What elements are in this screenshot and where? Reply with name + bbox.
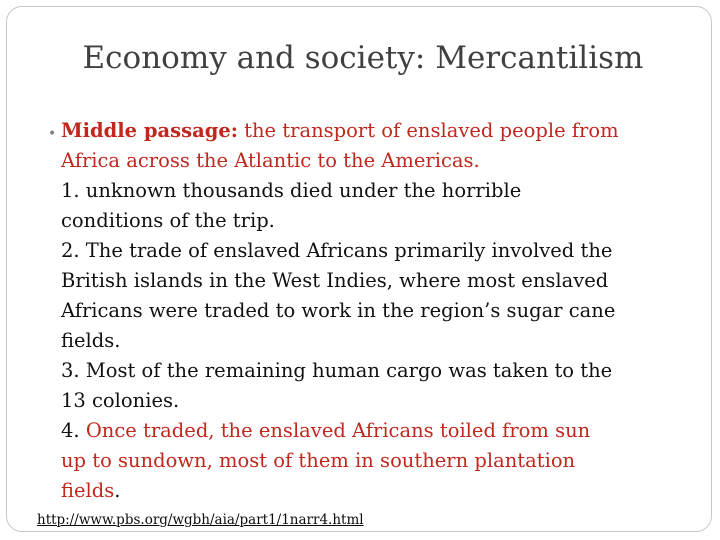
point-4-text-1: Once traded, the enslaved Africans toiled from sun (85, 419, 591, 442)
definition-text-1: the transport of enslaved people from (237, 119, 619, 142)
bullet-marker: • (48, 126, 57, 142)
point-3-line-2: 13 colonies. (61, 389, 180, 412)
definition-line-2: Africa across the Atlantic to the Americas. (61, 149, 480, 172)
point-2-line-2: British islands in the West Indies, where most enslaved (61, 269, 609, 292)
point-4-number: 4. (61, 419, 86, 442)
term-middle-passage: Middle passage: (61, 119, 238, 142)
point-4-text-3: fields (61, 479, 115, 502)
point-4-line-3 (61, 476, 700, 506)
point-4-line-2: up to sundown, most of them in southern plantation (61, 449, 576, 472)
slide-title: Economy and society: Mercantilism (82, 40, 644, 76)
definition-line-1 (61, 116, 700, 146)
point-2-line-3: Africans were traded to work in the region’s sugar cane (61, 299, 616, 322)
point-4-period: . (114, 479, 121, 502)
point-3-line-1: 3. Most of the remaining human cargo was taken to the (61, 359, 613, 382)
point-2-line-1: 2. The trade of enslaved Africans primarily involved the (61, 239, 613, 262)
point-2-line-4: fields. (61, 329, 121, 352)
source-link[interactable]: http://www.pbs.org/wgbh/aia/part1/1narr4.html (37, 512, 364, 528)
slide-content (40, 116, 700, 506)
point-1-line-1: 1. unknown thousands died under the horrible (61, 179, 522, 202)
point-4-line-1 (61, 416, 700, 446)
bullet-body (61, 116, 700, 506)
point-1-line-2: conditions of the trip. (61, 209, 275, 232)
